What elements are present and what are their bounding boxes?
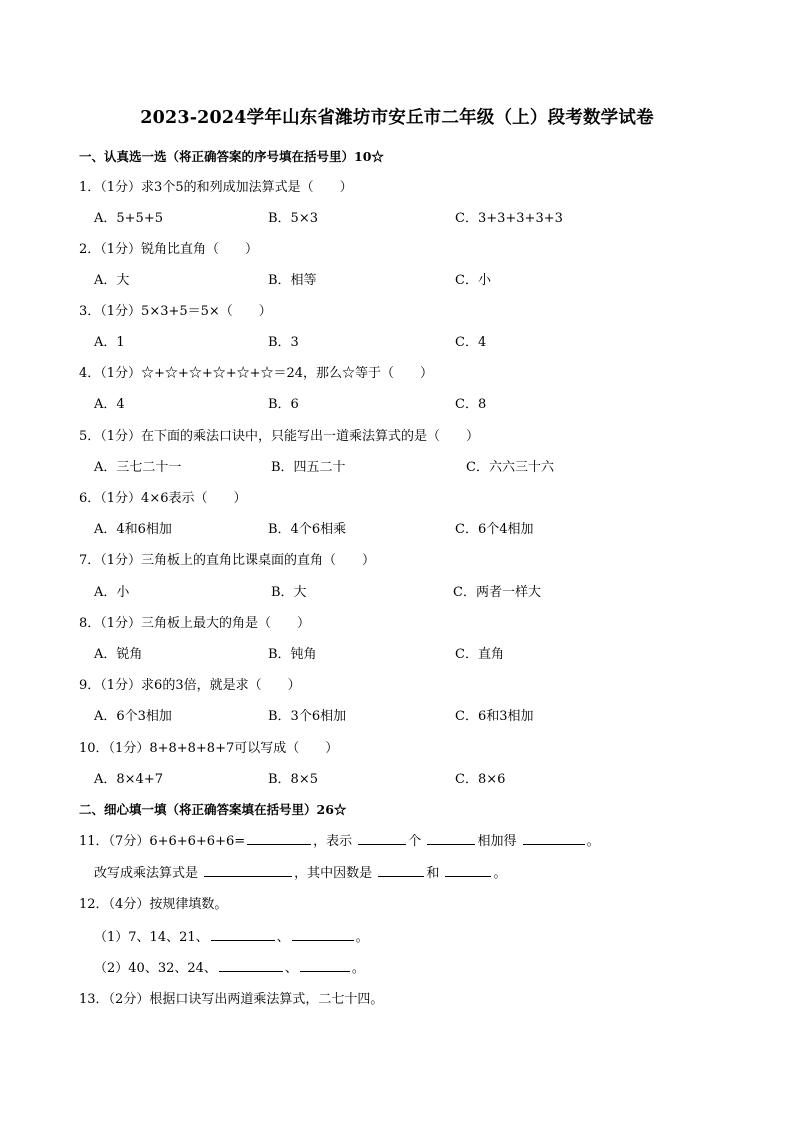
q10-option-b: B．8×5 (268, 772, 318, 787)
page-title: 2023-2024学年山东省潍坊市安丘市二年级（上）段考数学试卷 (140, 108, 654, 128)
q11-blank-multiplication[interactable] (204, 864, 292, 877)
q2-option-b: B．相等 (268, 273, 317, 288)
q3-option-c: C．4 (455, 335, 487, 350)
q12-part2-sep: 、 (284, 961, 298, 976)
q7-option-a: A．小 (94, 585, 130, 600)
question-9: 9．（1分）求6的3倍，就是求（ ） (79, 678, 301, 693)
q11-blank-factor-2[interactable] (445, 864, 491, 877)
q11-blank-factor-1[interactable] (378, 864, 424, 877)
q8-option-c: C．直角 (455, 647, 504, 662)
question-12-part-2 (94, 957, 365, 976)
q2-option-c: C．小 (455, 273, 491, 288)
q12-part1-blank-1[interactable] (211, 928, 275, 941)
q12-part1-end: 。 (355, 930, 369, 945)
question-7: 7．（1分）三角板上的直角比课桌面的直角（ ） (79, 553, 376, 568)
q9-option-a: A．6个3相加 (94, 709, 172, 724)
q5-option-a: A．三七二十一 (94, 460, 182, 475)
q12-part1-sep: 、 (276, 930, 290, 945)
q3-option-b: B．3 (268, 335, 299, 350)
question-1: 1．（1分）求3个5的和列成加法算式是（ ） (79, 180, 353, 195)
q5-option-c: C．六六三十六 (466, 460, 554, 475)
question-5: 5．（1分）在下面的乘法口诀中，只能写出一道乘法算式的是（ ） (79, 429, 480, 444)
q11-text-8: 和 (426, 866, 440, 881)
q11-text-6: 改写成乘法算式是 (94, 866, 199, 881)
q11-blank-result[interactable] (523, 832, 585, 845)
question-2: 2．（1分）锐角比直角（ ） (79, 242, 259, 257)
question-4: 4．（1分）☆+☆+☆+☆+☆+☆＝24，那么☆等于（ ） (79, 366, 434, 381)
q4-option-b: B．6 (268, 397, 299, 412)
question-10: 10．（1分）8+8+8+8+7可以写成（ ） (79, 741, 339, 756)
q12-part2-blank-2[interactable] (300, 959, 350, 972)
q7-option-c: C．两者一样大 (453, 585, 541, 600)
q7-option-b: B．大 (271, 585, 307, 600)
question-11 (79, 830, 600, 849)
q1-option-a: A．5+5+5 (94, 211, 163, 226)
q9-option-c: C．6和3相加 (455, 709, 534, 724)
section-heading-fill: 二、细心填一填（将正确答案填在括号里）26☆ (79, 802, 347, 817)
question-12: 12．（4分）按规律填数。 (79, 897, 228, 912)
q4-option-c: C．8 (455, 397, 487, 412)
q11-text-2: ，表示 (313, 834, 353, 849)
q6-option-a: A．4和6相加 (94, 522, 172, 537)
q8-option-b: B．钝角 (268, 647, 317, 662)
q10-option-a: A．8×4+7 (94, 772, 163, 787)
question-12-part-1 (94, 926, 369, 945)
q11-blank-sum[interactable] (247, 832, 311, 845)
question-8: 8．（1分）三角板上最大的角是（ ） (79, 616, 311, 631)
q11-text-7: ，其中因数是 (294, 866, 373, 881)
q11-text-3: 个 (408, 834, 422, 849)
q12-part1-blank-2[interactable] (292, 928, 354, 941)
q12-part2-blank-1[interactable] (219, 959, 283, 972)
q11-blank-count[interactable] (358, 832, 406, 845)
q10-option-c: C．8×6 (455, 772, 506, 787)
q11-blank-addend[interactable] (427, 832, 475, 845)
q11-text-4: 相加得 (477, 834, 517, 849)
q6-option-c: C．6个4相加 (455, 522, 534, 537)
q2-option-a: A．大 (94, 273, 130, 288)
q11-text-5: 。 (586, 834, 600, 849)
q1-option-b: B．5×3 (268, 211, 318, 226)
q1-option-c: C．3+3+3+3+3 (455, 211, 563, 226)
q5-option-b: B．四五二十 (271, 460, 346, 475)
question-3: 3．（1分）5×3+5＝5×（ ） (79, 304, 272, 319)
q3-option-a: A．1 (94, 335, 125, 350)
q8-option-a: A．锐角 (94, 647, 143, 662)
q11-text-9: 。 (493, 866, 507, 881)
question-6: 6．（1分）4×6表示（ ） (79, 491, 247, 506)
q12-part1-text: （1）7、14、21、 (94, 930, 209, 945)
q4-option-a: A．4 (94, 397, 125, 412)
q12-part2-end: 。 (351, 961, 365, 976)
question-11-line2 (94, 862, 506, 881)
q6-option-b: B．4个6相乘 (268, 522, 347, 537)
question-13: 13．（2分）根据口诀写出两道乘法算式，二七十四。 (79, 992, 384, 1007)
q12-part2-text: （2）40、32、24、 (94, 961, 217, 976)
section-heading-choice: 一、认真选一选（将正确答案的序号填在括号里）10☆ (79, 149, 384, 164)
q11-text-1: 11．（7分）6+6+6+6+6= (79, 834, 246, 849)
q9-option-b: B．3个6相加 (268, 709, 347, 724)
